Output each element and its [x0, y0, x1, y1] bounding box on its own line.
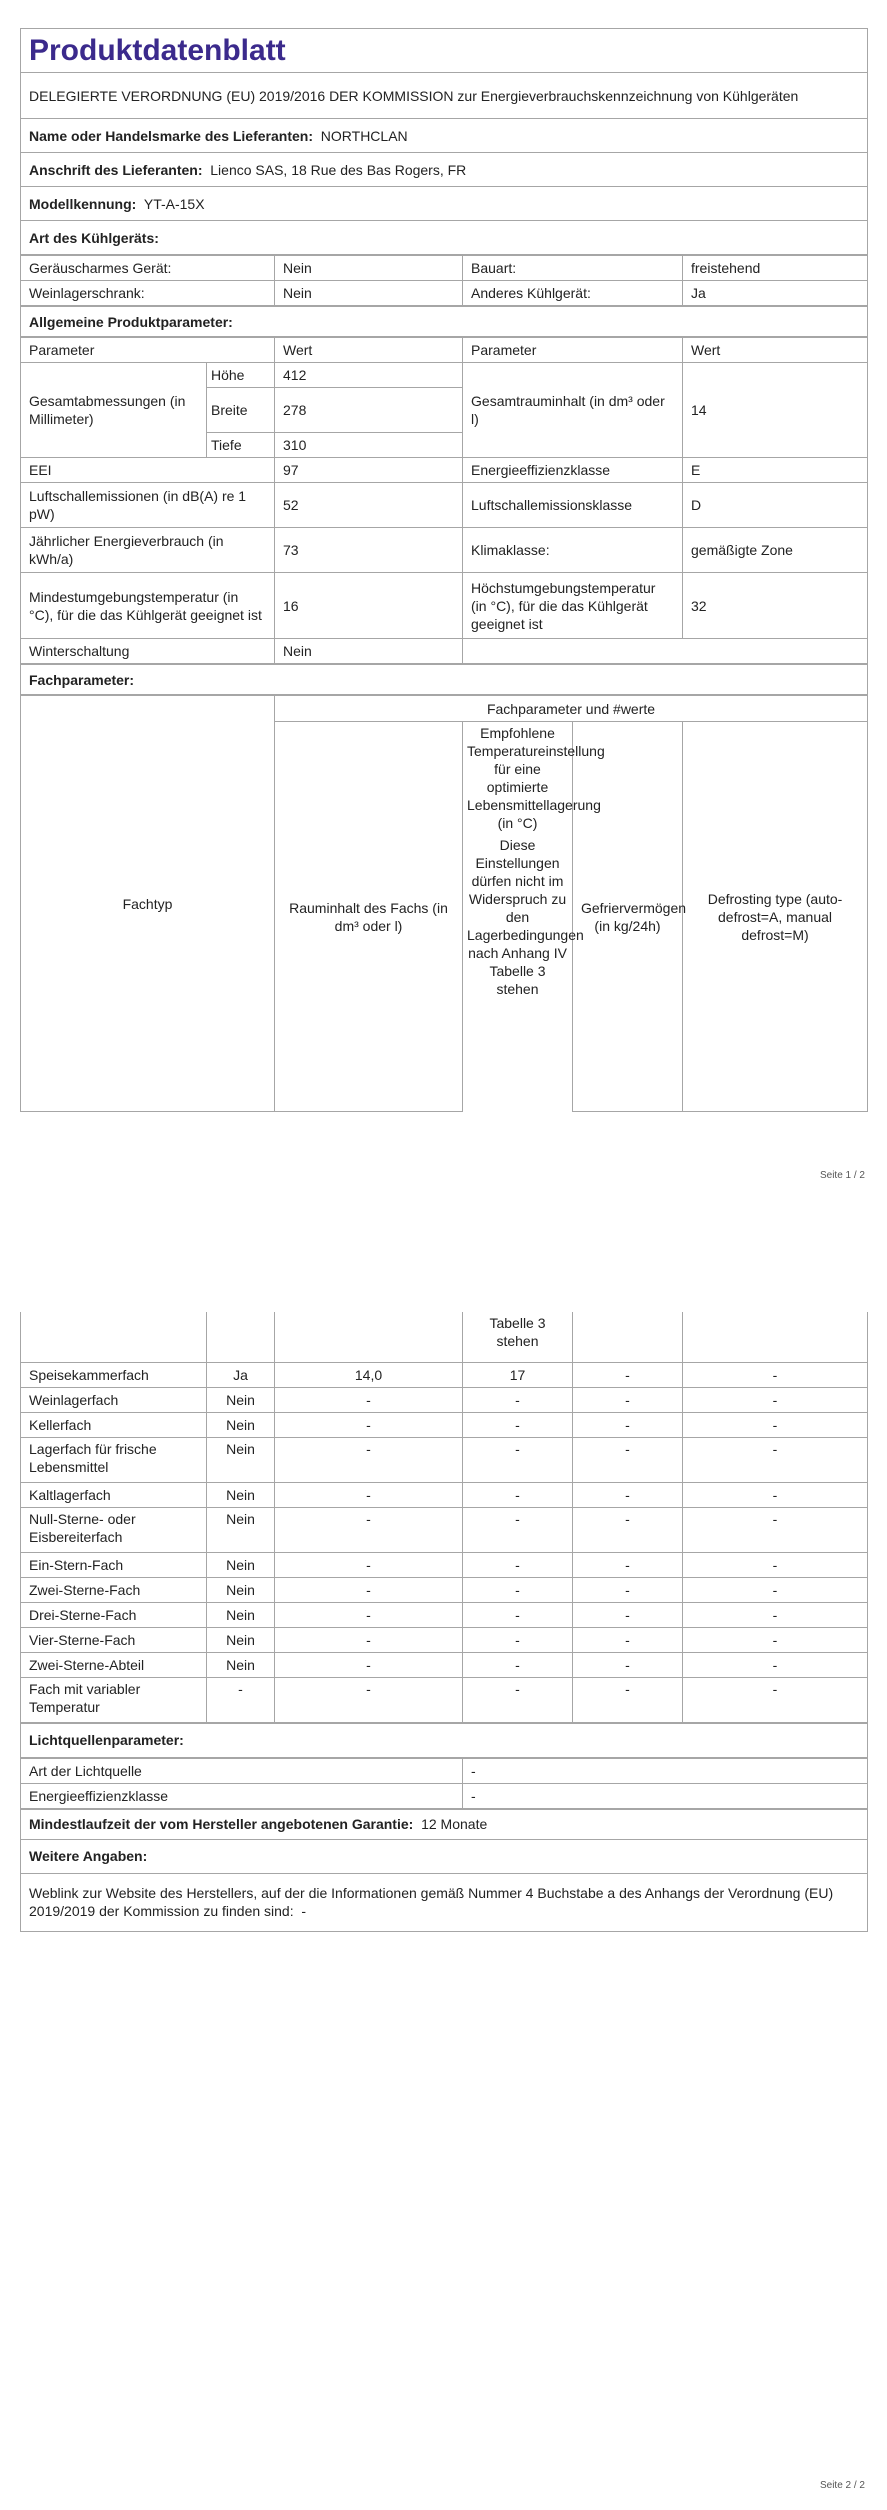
compartment-temp: -	[463, 1652, 573, 1677]
depth-label: Tiefe	[207, 433, 275, 458]
height-label: Höhe	[207, 363, 275, 388]
compartment-freeze: -	[573, 1627, 683, 1652]
light-type-value: -	[463, 1758, 868, 1783]
compartment-row	[21, 1652, 868, 1677]
compartment-temp: -	[463, 1577, 573, 1602]
compartment-defrost: -	[683, 1552, 868, 1577]
col-temp-text: Empfohlene Temperatureinstellung für eine optimierte Lebensmittellagerung (in °C)	[467, 725, 605, 831]
page-number-2: Seite 2 / 2	[819, 2480, 865, 2491]
compartment-volume: -	[275, 1627, 463, 1652]
compartment-row	[21, 1387, 868, 1412]
compartment-name: Speisekammerfach	[21, 1362, 207, 1387]
supplier-address-label: Anschrift des Lieferanten:	[29, 161, 203, 178]
general-table	[20, 337, 868, 664]
compartment-volume: -	[275, 1677, 463, 1722]
col-volume: Rauminhalt des Fachs (in dm³ oder l)	[275, 722, 463, 1112]
compartment-rows	[21, 1362, 868, 1722]
energy-label: Jährlicher Energieverbrauch (in kWh/a)	[21, 528, 275, 573]
cont-empty-freeze	[573, 1312, 683, 1362]
compartment-present: Nein	[207, 1437, 275, 1482]
compartment-defrost: -	[683, 1652, 868, 1677]
max-temp-value: 32	[683, 573, 868, 639]
compartment-present: -	[207, 1677, 275, 1722]
noise-value: 52	[275, 483, 463, 528]
compartment-present: Nein	[207, 1412, 275, 1437]
width-label: Breite	[207, 388, 275, 433]
compartment-defrost: -	[683, 1577, 868, 1602]
compartment-heading-table	[20, 664, 868, 695]
wine-cabinet-label: Weinlagerschrank:	[21, 281, 275, 306]
compartment-defrost: -	[683, 1507, 868, 1552]
other-appliance-value: Ja	[683, 281, 868, 306]
low-noise-value: Nein	[275, 256, 463, 281]
compartment-present: Nein	[207, 1627, 275, 1652]
height-value: 412	[275, 363, 463, 388]
compartment-freeze: -	[573, 1602, 683, 1627]
regulation-text: DELEGIERTE VERORDNUNG (EU) 2019/2016 DER KOMMISSION zur Energieverbrauchskennzeichnung von Kühlgeräten	[21, 73, 868, 119]
col-temp	[463, 722, 605, 1112]
compartment-name: Vier-Sterne-Fach	[21, 1627, 207, 1652]
compartment-present: Nein	[207, 1387, 275, 1412]
compartment-temp: 17	[463, 1362, 573, 1387]
noise-label: Luftschallemissionen (in dB(A) re 1 pW)	[21, 483, 275, 528]
cont-empty-defrost	[683, 1312, 868, 1362]
model-label: Modellkennung:	[29, 195, 137, 212]
page-2	[20, 1312, 867, 1932]
compartment-defrost: -	[683, 1627, 868, 1652]
compartment-present: Nein	[207, 1507, 275, 1552]
compartment-row	[21, 1627, 868, 1652]
compartment-temp: -	[463, 1482, 573, 1507]
winter-value: Nein	[275, 639, 463, 664]
compartment-temp: -	[463, 1627, 573, 1652]
compartment-name: Drei-Sterne-Fach	[21, 1602, 207, 1627]
col-value-right: Wert	[683, 338, 868, 363]
compartment-freeze: -	[573, 1482, 683, 1507]
compartment-name: Null-Sterne- oder Eisbereiterfach	[21, 1507, 207, 1552]
eec-value: E	[683, 458, 868, 483]
compartment-freeze: -	[573, 1507, 683, 1552]
compartment-freeze: -	[573, 1677, 683, 1722]
light-class-value: -	[463, 1783, 868, 1808]
compartment-present: Nein	[207, 1482, 275, 1507]
model-row	[21, 187, 868, 221]
noise-class-value: D	[683, 483, 868, 528]
warranty-value: 12 Monate	[421, 1816, 488, 1832]
compartment-temp: -	[463, 1412, 573, 1437]
compartment-row	[21, 1577, 868, 1602]
compartments-heading: Fachparameter:	[21, 665, 868, 695]
compartment-defrost: -	[683, 1362, 868, 1387]
compartment-freeze: -	[573, 1387, 683, 1412]
min-temp-value: 16	[275, 573, 463, 639]
compartment-volume: -	[275, 1482, 463, 1507]
compartment-volume: -	[275, 1412, 463, 1437]
other-appliance-label: Anderes Kühlgerät:	[463, 281, 683, 306]
col-temp-note: Diese Einstellungen dürfen nicht im Widerspruch zu den Lagerbedingungen nach Anhang IV Tabelle 3 stehen	[467, 837, 584, 997]
compartment-temp: -	[463, 1552, 573, 1577]
col-group: Fachparameter und #werte	[275, 696, 868, 722]
compartment-temp: -	[463, 1602, 573, 1627]
compartment-defrost: -	[683, 1412, 868, 1437]
light-class-label: Energieeffizienzklasse	[21, 1783, 463, 1808]
compartment-present: Nein	[207, 1577, 275, 1602]
min-temp-label: Mindestumgebungstemperatur (in °C), für die das Kühlgerät geeignet ist	[21, 573, 275, 639]
climate-value: gemäßigte Zone	[683, 528, 868, 573]
compartment-row	[21, 1437, 868, 1482]
col-defrost: Defrosting type (auto-defrost=A, manual defrost=M)	[683, 722, 868, 1112]
compartment-name: Weinlagerfach	[21, 1387, 207, 1412]
compartment-name: Ein-Stern-Fach	[21, 1552, 207, 1577]
header-table	[20, 28, 868, 255]
type-heading: Art des Kühlgeräts:	[21, 221, 868, 255]
compartment-volume: -	[275, 1437, 463, 1482]
compartment-volume: -	[275, 1602, 463, 1627]
footer-info-table	[20, 1809, 868, 1932]
compartment-row	[21, 1482, 868, 1507]
compartment-volume: -	[275, 1552, 463, 1577]
further-heading: Weitere Angaben:	[21, 1839, 868, 1873]
compartment-freeze: -	[573, 1577, 683, 1602]
climate-label: Klimaklasse:	[463, 528, 683, 573]
supplier-name-row	[21, 119, 868, 153]
compartment-name: Zwei-Sterne-Fach	[21, 1577, 207, 1602]
supplier-name-value: NORTHCLAN	[320, 127, 408, 144]
compartment-temp: -	[463, 1677, 573, 1722]
cont-empty-volume	[275, 1312, 463, 1362]
compartment-present: Nein	[207, 1552, 275, 1577]
low-noise-label: Geräuscharmes Gerät:	[21, 256, 275, 281]
design-value: freistehend	[683, 256, 868, 281]
page-1	[20, 28, 867, 1112]
compartment-row	[21, 1507, 868, 1552]
light-heading: Lichtquellenparameter:	[21, 1723, 868, 1757]
warranty-row	[21, 1809, 868, 1839]
compartment-row	[21, 1552, 868, 1577]
compartment-header-table	[20, 695, 868, 1112]
general-heading-table	[20, 306, 868, 337]
light-table	[20, 1758, 868, 1809]
compartment-name: Kaltlagerfach	[21, 1482, 207, 1507]
compartment-volume: -	[275, 1387, 463, 1412]
compartment-volume: 14,0	[275, 1362, 463, 1387]
compartment-row	[21, 1677, 868, 1722]
col-freeze: Gefriervermögen (in kg/24h)	[573, 722, 683, 1112]
compartment-row	[21, 1362, 868, 1387]
compartment-volume: -	[275, 1507, 463, 1552]
col-value-left: Wert	[275, 338, 463, 363]
winter-label: Winterschaltung	[21, 639, 275, 664]
compartment-row	[21, 1602, 868, 1627]
compartment-defrost: -	[683, 1602, 868, 1627]
compartment-present: Nein	[207, 1602, 275, 1627]
winter-empty	[463, 639, 868, 664]
compartment-volume: -	[275, 1577, 463, 1602]
warranty-label: Mindestlaufzeit der vom Hersteller angebotenen Garantie:	[29, 1816, 414, 1832]
supplier-address-value: Lienco SAS, 18 Rue des Bas Rogers, FR	[210, 161, 467, 178]
further-row	[21, 1873, 868, 1931]
col-type: Fachtyp	[21, 696, 275, 1112]
compartment-defrost: -	[683, 1437, 868, 1482]
dims-label: Gesamtabmessungen (in Millimeter)	[21, 363, 207, 458]
compartment-temp: -	[463, 1437, 573, 1482]
page-number-1: Seite 1 / 2	[819, 1170, 865, 1181]
compartment-temp: -	[463, 1387, 573, 1412]
design-label: Bauart:	[463, 256, 683, 281]
compartment-name: Lagerfach für frische Lebensmittel	[21, 1437, 207, 1482]
compartment-row	[21, 1412, 868, 1437]
compartment-volume: -	[275, 1652, 463, 1677]
compartment-name: Fach mit variabler Temperatur	[21, 1677, 207, 1722]
width-value: 278	[275, 388, 463, 433]
compartment-freeze: -	[573, 1412, 683, 1437]
wine-cabinet-value: Nein	[275, 281, 463, 306]
further-text: Weblink zur Website des Herstellers, auf der die Informationen gemäß Nummer 4 Buchstabe a des Anhangs der Verordnung (EU) 2019/2019 der Kommission zu finden sind:	[29, 1885, 834, 1919]
max-temp-label: Höchstumgebungstemperatur (in °C), für die das Kühlgerät geeignet ist	[463, 573, 683, 639]
compartment-freeze: -	[573, 1437, 683, 1482]
compartment-freeze: -	[573, 1362, 683, 1387]
compartment-cont-table	[20, 1312, 868, 1723]
compartment-freeze: -	[573, 1552, 683, 1577]
noise-class-label: Luftschallemissionsklasse	[463, 483, 683, 528]
page-title: Produktdatenblatt	[21, 29, 868, 73]
compartment-defrost: -	[683, 1677, 868, 1722]
eei-value: 97	[275, 458, 463, 483]
compartment-freeze: -	[573, 1652, 683, 1677]
compartment-defrost: -	[683, 1482, 868, 1507]
cont-empty-type	[21, 1312, 207, 1362]
energy-value: 73	[275, 528, 463, 573]
volume-label: Gesamtrauminhalt (in dm³ oder l)	[463, 363, 683, 458]
compartment-defrost: -	[683, 1387, 868, 1412]
supplier-address-row	[21, 153, 868, 187]
light-type-label: Art der Lichtquelle	[21, 1758, 463, 1783]
col-param-left: Parameter	[21, 338, 275, 363]
eei-label: EEI	[21, 458, 275, 483]
light-heading-table	[20, 1723, 868, 1758]
compartment-name: Zwei-Sterne-Abteil	[21, 1652, 207, 1677]
supplier-name-label: Name oder Handelsmarke des Lieferanten:	[29, 127, 313, 144]
col-param-right: Parameter	[463, 338, 683, 363]
compartment-present: Ja	[207, 1362, 275, 1387]
general-heading: Allgemeine Produktparameter:	[21, 307, 868, 337]
depth-value: 310	[275, 433, 463, 458]
compartment-present: Nein	[207, 1652, 275, 1677]
eec-label: Energieeffizienzklasse	[463, 458, 683, 483]
type-table	[20, 255, 868, 306]
model-value: YT-A-15X	[143, 195, 205, 212]
volume-value: 14	[683, 363, 868, 458]
further-value: -	[301, 1903, 307, 1919]
cont-empty-present	[207, 1312, 275, 1362]
compartment-temp: -	[463, 1507, 573, 1552]
cont-temp-note: Tabelle 3 stehen	[463, 1312, 573, 1362]
compartment-name: Kellerfach	[21, 1412, 207, 1437]
